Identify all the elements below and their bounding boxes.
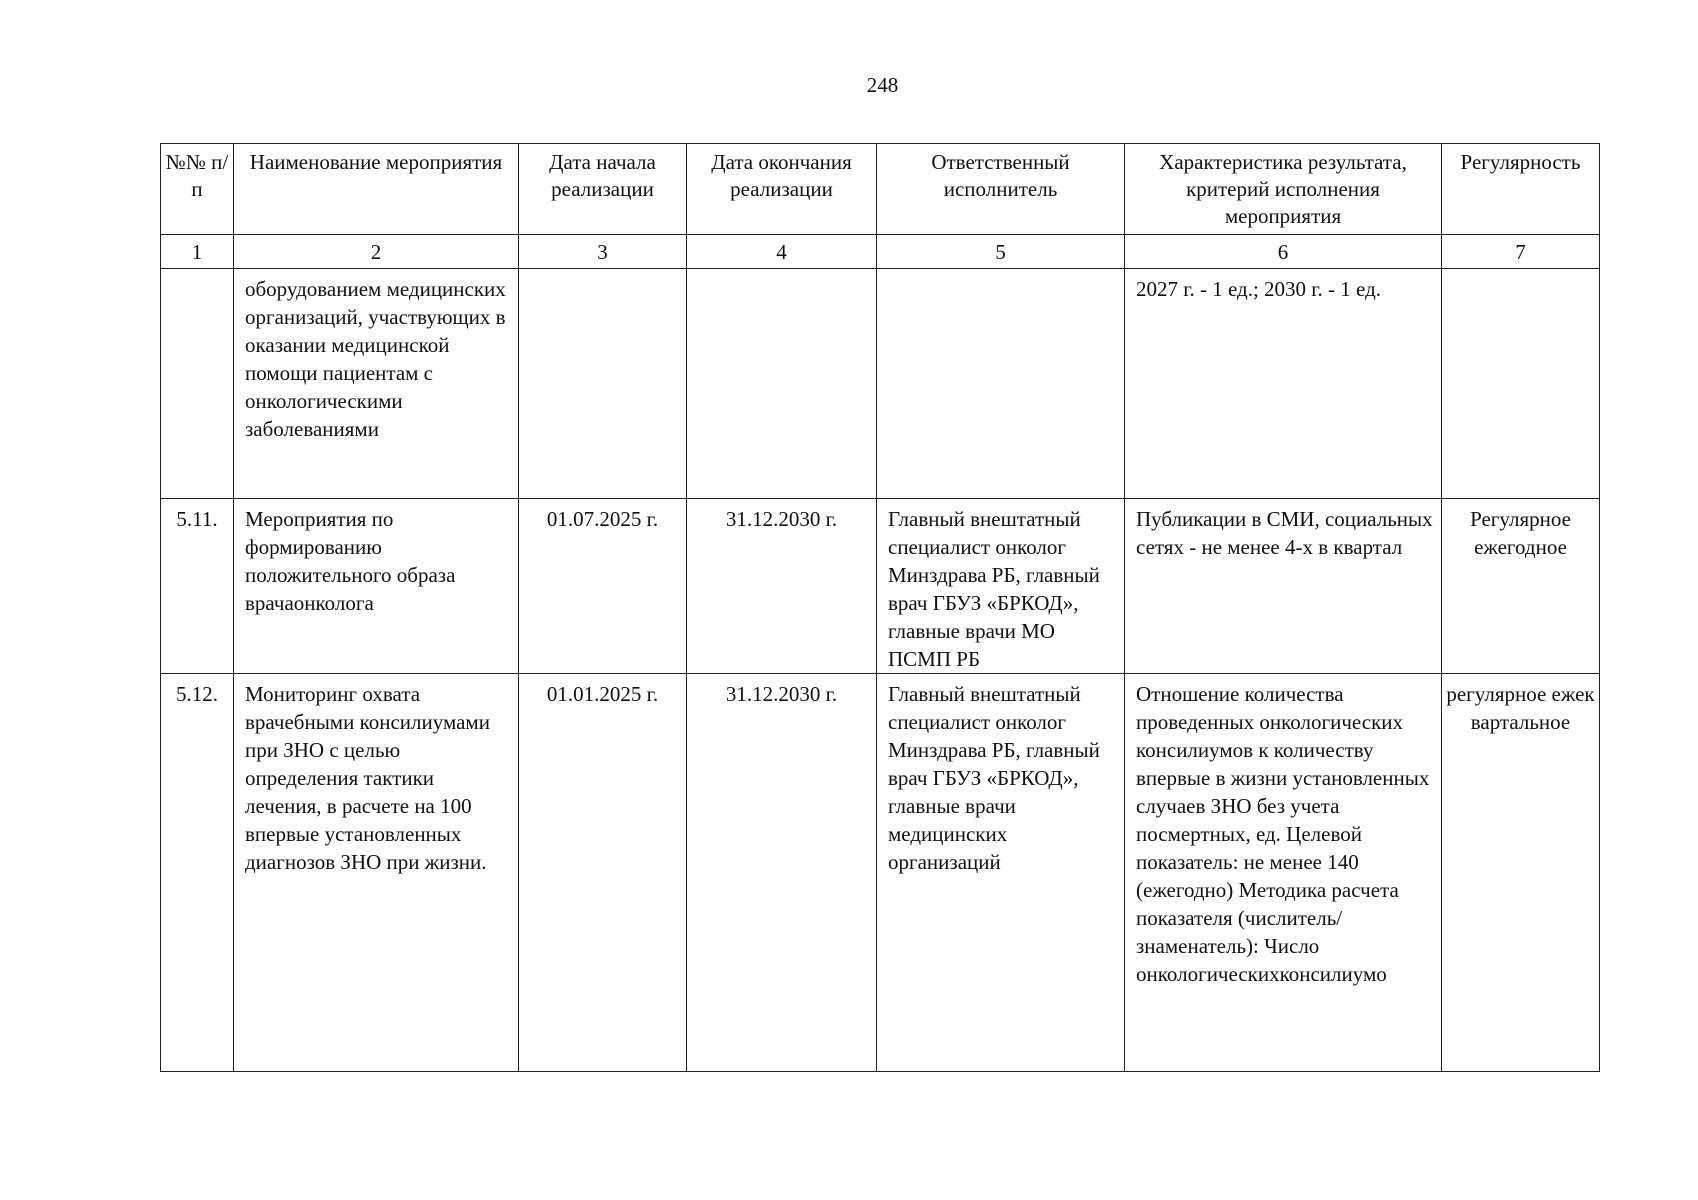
table-row [161,499,1600,674]
column-number: 3 [519,235,687,269]
activity-name: оборудованием медицинских организаций, участвующих в оказании медицинской помощи пациентам с онкологическими заболеваниями [234,269,519,499]
column-number: 4 [687,235,877,269]
activity-name: Мероприятия по формированию положительного образа врачаонколога [234,499,519,674]
responsible: Главный внештатный специалист онколог Минздрава РБ, главный врач ГБУЗ «БРКОД», главные врачи МО ПСМП РБ [877,499,1125,674]
start-date [519,269,687,499]
row-number [161,269,234,499]
column-number: 5 [877,235,1125,269]
header-activity-name: Наименование мероприятия [234,144,519,235]
activity-name: Мониторинг охвата врачебными консилиумами при ЗНО с целью определения тактики лечения, в расчете на 100 впервые установленных диагнозов ЗНО при жизни. [234,674,519,1072]
start-date: 01.07.2025 г. [519,499,687,674]
column-number: 7 [1442,235,1600,269]
header-end-date: Дата окончания реализации [687,144,877,235]
header-responsible: Ответственный исполнитель [877,144,1125,235]
result-criteria: Публикации в СМИ, социальных сетях - не менее 4-х в квартал [1125,499,1442,674]
column-number-row [161,235,1600,269]
column-number: 6 [1125,235,1442,269]
result-criteria: Отношение количества проведенных онкологических консилиумов к количеству впервые в жизни установленных случаев ЗНО без учета посмертных, ед. Целевой показатель: не менее 140 (ежегодно) Методика расчета показателя (числитель/знаменатель): Число онкологическихконсилиумо [1125,674,1442,1072]
page-number: 248 [866,73,899,97]
regularity: Регулярное ежегодное [1442,499,1600,674]
table-header-row [161,144,1600,235]
responsible: Главный внештатный специалист онколог Минздрава РБ, главный врач ГБУЗ «БРКОД», главные врачи медицинских организаций [877,674,1125,1072]
header-result: Характеристика результата, критерий исполнения мероприятия [1125,144,1442,235]
regularity: регулярное ежеквартальное [1442,674,1600,1072]
table-row [161,674,1600,1072]
column-number: 1 [161,235,234,269]
column-number: 2 [234,235,519,269]
responsible [877,269,1125,499]
row-number: 5.12. [161,674,234,1072]
header-start-date: Дата начала реализации [519,144,687,235]
result-criteria: 2027 г. - 1 ед.; 2030 г. - 1 ед. [1125,269,1442,499]
regularity [1442,269,1600,499]
end-date: 31.12.2030 г. [687,499,877,674]
end-date: 31.12.2030 г. [687,674,877,1072]
start-date: 01.01.2025 г. [519,674,687,1072]
header-number: №№ п/п [161,144,234,235]
table-row [161,269,1600,499]
row-number: 5.11. [161,499,234,674]
end-date [687,269,877,499]
header-regularity: Регулярность [1442,144,1600,235]
activities-table [160,143,1600,1072]
